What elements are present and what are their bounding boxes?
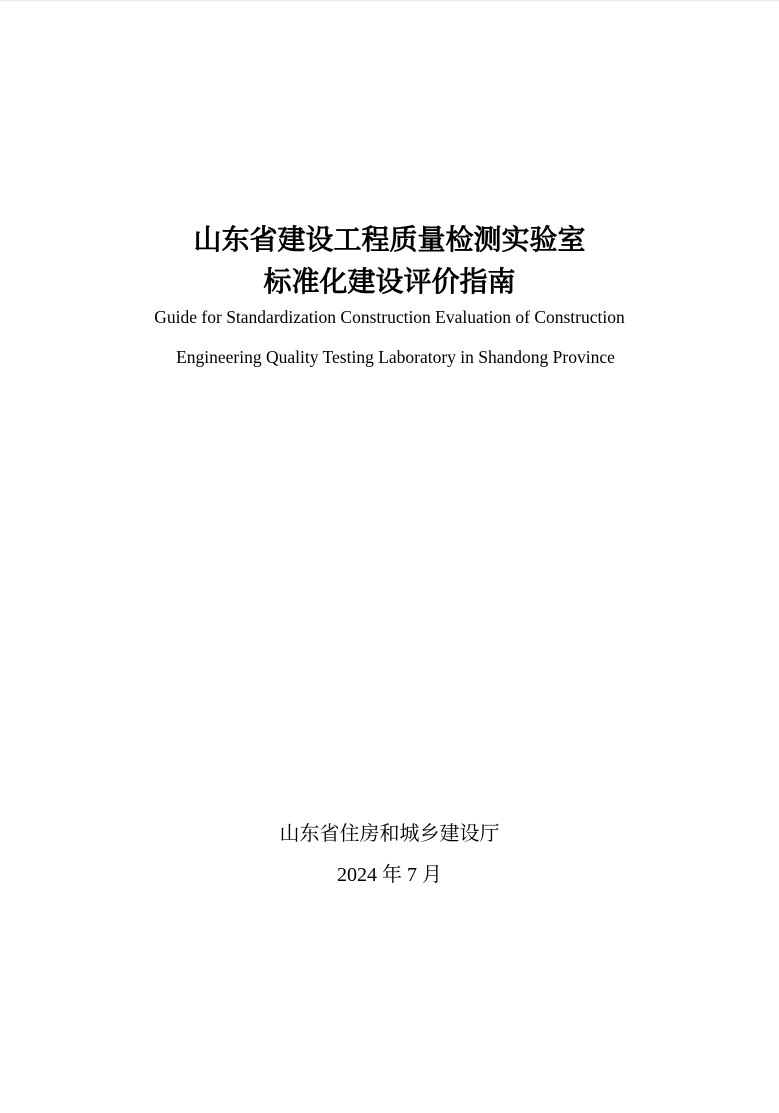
english-subtitle-line-2: Engineering Quality Testing Laboratory in Shandong Province [176,347,615,367]
english-subtitle-line-1: Guide for Standardization Construction Evaluation of Construction [154,307,625,327]
issuer-block [0,817,779,891]
document-title-line-1: 山东省建设工程质量检测实验室 [193,223,586,256]
issuing-authority: 山东省住房和城乡建设厅 [279,821,500,845]
page-top-edge [0,0,779,2]
document-title-line-2: 标准化建设评价指南 [263,265,516,298]
title-block [0,219,779,377]
publication-date: 2024 年 7 月 [337,864,442,886]
